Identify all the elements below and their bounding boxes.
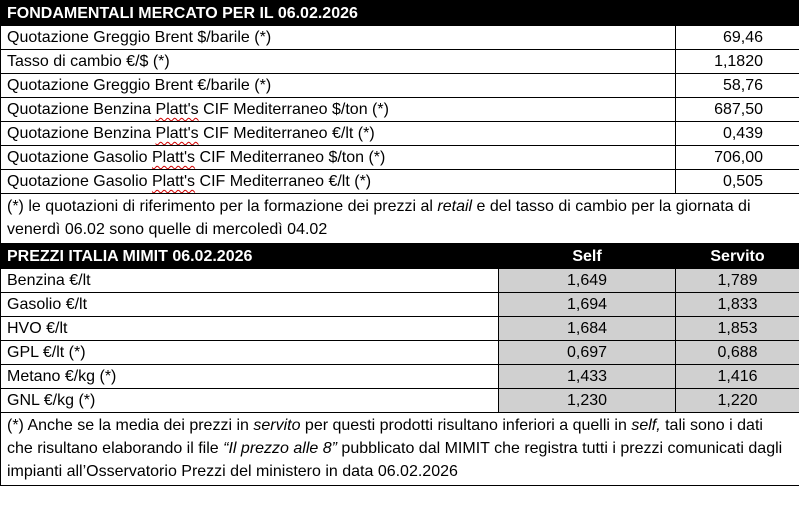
- table-row: [1, 98, 799, 122]
- market-header-row: [1, 1, 799, 26]
- row-label: Quotazione Greggio Brent $/barile (*): [1, 26, 676, 50]
- row-label: GNL €/kg (*): [1, 389, 499, 413]
- market-footnote: (*) le quotazioni di riferimento per la formazione dei prezzi al retail e del tasso di cambio per la giornata di venerdì 06.02 sono quelle di mercoledì 04.02: [1, 194, 799, 244]
- row-label: Quotazione Benzina Platt's CIF Mediterraneo $/ton (*): [1, 98, 676, 122]
- row-label: Gasolio €/lt: [1, 293, 499, 317]
- row-label: GPL €/lt (*): [1, 341, 499, 365]
- self-price: 1,684: [499, 317, 676, 341]
- row-label: Tasso di cambio €/$ (*): [1, 50, 676, 74]
- self-price: 1,694: [499, 293, 676, 317]
- row-label: Benzina €/lt: [1, 269, 499, 293]
- spellcheck-word: Platt's: [151, 149, 196, 166]
- servito-price: 1,220: [676, 389, 799, 413]
- row-value: 706,00: [676, 146, 799, 170]
- market-note-row: [1, 194, 799, 244]
- table-row: [1, 341, 799, 365]
- servito-price: 1,416: [676, 365, 799, 389]
- spellcheck-word: Platt's: [151, 173, 196, 190]
- row-value: 69,46: [676, 26, 799, 50]
- row-value: 58,76: [676, 74, 799, 98]
- col-header-self: Self: [499, 244, 676, 269]
- row-label: Quotazione Greggio Brent €/barile (*): [1, 74, 676, 98]
- table-row: [1, 293, 799, 317]
- row-label: Metano €/kg (*): [1, 365, 499, 389]
- servito-price: 1,853: [676, 317, 799, 341]
- table-row: [1, 122, 799, 146]
- table-row: [1, 26, 799, 50]
- servito-price: 1,789: [676, 269, 799, 293]
- self-price: 1,433: [499, 365, 676, 389]
- servito-price: 1,833: [676, 293, 799, 317]
- self-price: 0,697: [499, 341, 676, 365]
- table-row: [1, 146, 799, 170]
- row-label: HVO €/lt: [1, 317, 499, 341]
- table-row: [1, 74, 799, 98]
- prices-footnote: (*) Anche se la media dei prezzi in servito per questi prodotti risultano inferiori a quelli in self, tali sono i dati che risultano elaborando il file “Il prezzo alle 8” pubblicato dal MIMIT che registra tutti i prezzi comunicati dagli impianti all’Osservatorio Prezzi del ministero in data 06.02.2026: [1, 413, 799, 486]
- col-header-servito: Servito: [676, 244, 799, 269]
- servito-price: 0,688: [676, 341, 799, 365]
- table-row: [1, 50, 799, 74]
- spellcheck-word: Platt's: [155, 101, 199, 118]
- self-price: 1,230: [499, 389, 676, 413]
- table-row: [1, 269, 799, 293]
- row-value: 0,439: [676, 122, 799, 146]
- row-value: 1,1820: [676, 50, 799, 74]
- table-row: [1, 389, 799, 413]
- table-row: [1, 365, 799, 389]
- spellcheck-word: Platt's: [155, 125, 199, 142]
- market-title: FONDAMENTALI MERCATO PER IL 06.02.2026: [1, 1, 799, 26]
- prices-header-row: [1, 244, 799, 269]
- row-label: Quotazione Benzina Platt's CIF Mediterraneo €/lt (*): [1, 122, 676, 146]
- table-row: [1, 170, 799, 194]
- row-value: 0,505: [676, 170, 799, 194]
- prices-title: PREZZI ITALIA MIMIT 06.02.2026: [1, 244, 499, 269]
- row-value: 687,50: [676, 98, 799, 122]
- row-label: Quotazione Gasolio Platt's CIF Mediterraneo $/ton (*): [1, 146, 676, 170]
- prices-note-row: [1, 413, 799, 486]
- row-label: Quotazione Gasolio Platt's CIF Mediterraneo €/lt (*): [1, 170, 676, 194]
- self-price: 1,649: [499, 269, 676, 293]
- table-row: [1, 317, 799, 341]
